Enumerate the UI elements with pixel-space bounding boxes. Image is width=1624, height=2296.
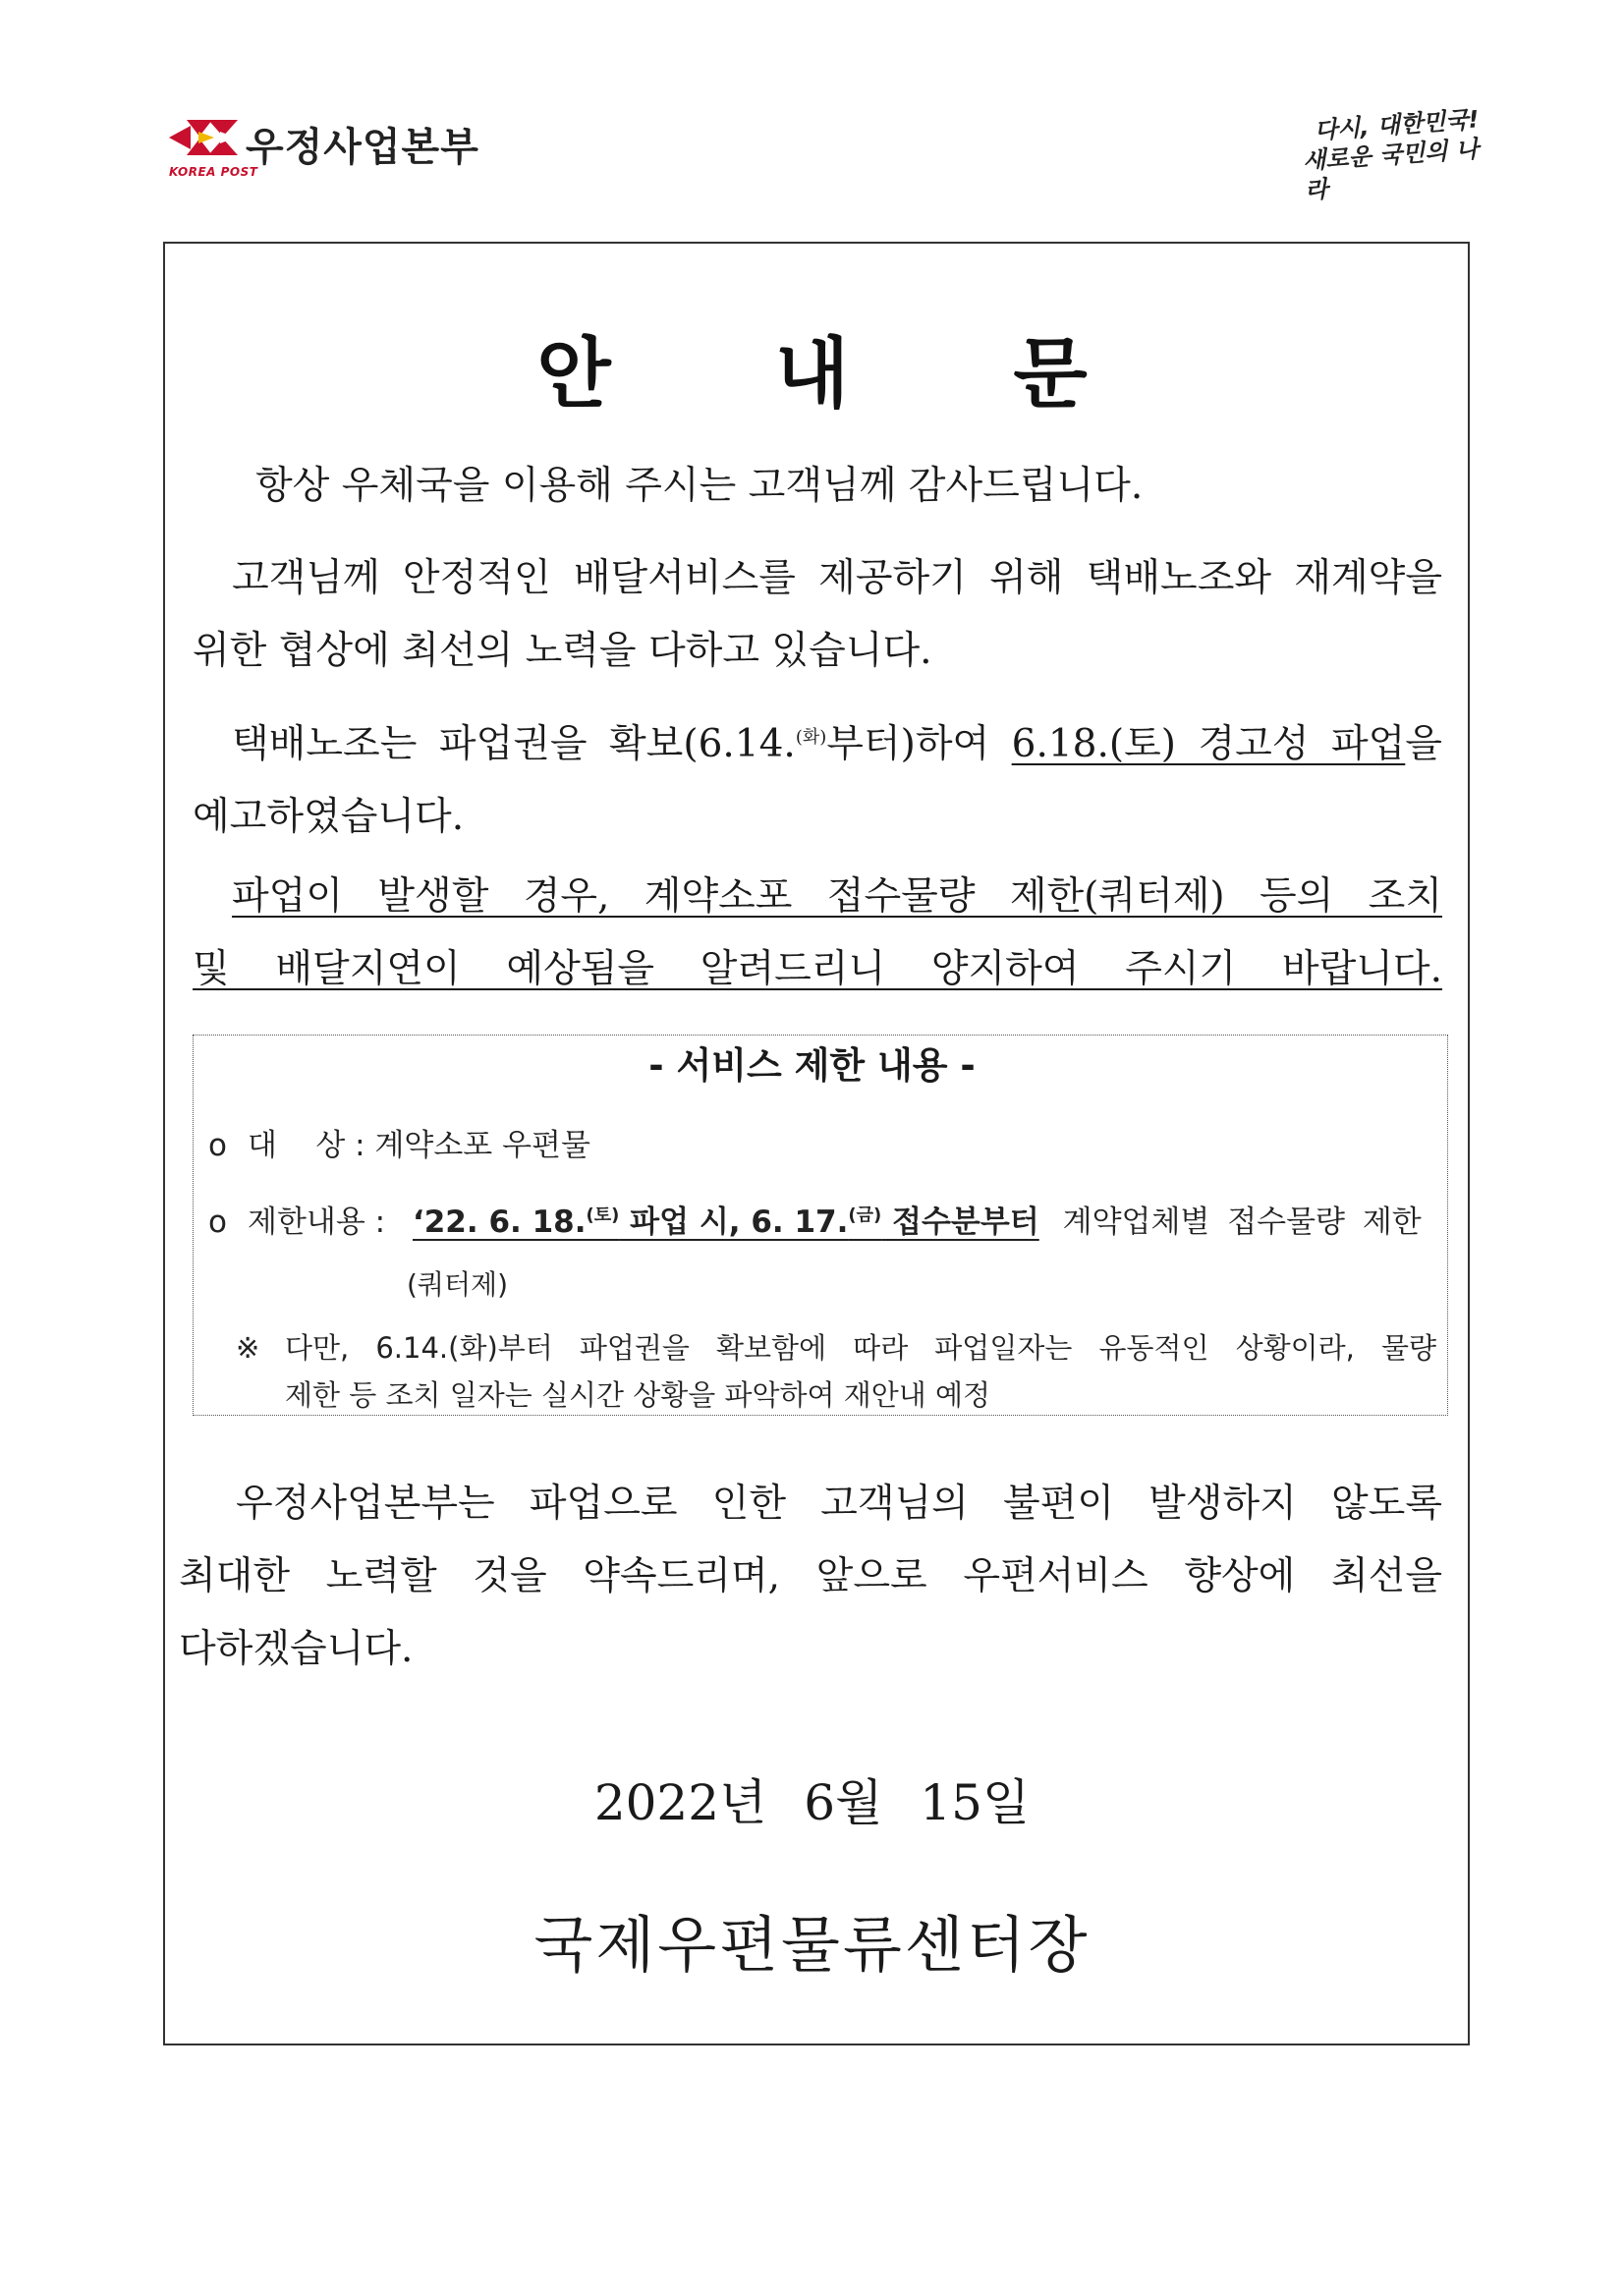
- negotiation-paragraph: [193, 542, 1442, 688]
- limit-row: o 제한내용 : ‘22. 6. 18.$^{(토)}$ 파업 시, 6. 17.$^{(금)}$ 접수분부터 계약업체별 접수물량 제한: [208, 1204, 1422, 1240]
- korea-post-logo: [169, 112, 479, 179]
- weekday-sup: (화): [795, 727, 827, 748]
- slogan: [1302, 104, 1486, 204]
- delay-warning-line-2: 및 배달지연이 예상됨을 알려드리니 양지하여 주시기 바랍니다.: [193, 947, 1442, 991]
- closing-line-2: 최대한 노력할 것을 약속드리며, 앞으로 우편서비스 향상에 최선을: [179, 1554, 1442, 1598]
- org-name: 우정사업본부: [246, 125, 479, 170]
- negotiation-line-2: 위한 협상에 최선의 노력을 다하고 있습니다.: [193, 629, 932, 673]
- korea-post-emblem-icon: [169, 112, 240, 167]
- limit-detail: 계약업체별 접수물량 제한: [1062, 1204, 1422, 1240]
- slogan-line-2: 새로운 국민의 나라: [1302, 135, 1480, 204]
- notice-title: 안 내 문: [536, 330, 1156, 419]
- strike-notice-paragraph: [193, 701, 1442, 854]
- service-limit-title: - 서비스 제한 내용 -: [648, 1044, 976, 1087]
- delay-warning-line-1: 파업이 발생할 경우, 계약소포 접수물량 제한(쿼터제) 등의 조치: [232, 874, 1442, 919]
- closing-paragraph: [179, 1468, 1442, 1686]
- greeting-paragraph: 항상 우체국을 이용해 주시는 고객님께 감사드립니다.: [255, 464, 1144, 508]
- target-label: 대 상 :: [248, 1128, 365, 1163]
- signature: 국제우편물류센터장: [533, 1909, 1091, 1981]
- strike-date-underlined: 6.18.(토) 경고성 파업: [1011, 722, 1406, 766]
- limit-row-line-2: (쿼터제): [407, 1268, 508, 1301]
- limit-label: 제한내용 :: [248, 1204, 386, 1240]
- note-mark: ※: [236, 1331, 260, 1365]
- org-sub-label: KOREA POST: [169, 165, 258, 179]
- negotiation-line-1: 고객님께 안정적인 배달서비스를 제공하기 위해 택배노조와 재계약을: [232, 556, 1442, 600]
- note-line-1: 다만, 6.14.(화)부터 파업권을 확보함에 따라 파업일자는 유동적인 상황이라, 물량: [285, 1331, 1436, 1365]
- strike-notice-line-1: 택배노조는 파업권을 확보(6.14.$^{(화)}$부터)하여 6.18.(토) 경고성 파업을: [232, 722, 1442, 766]
- limit-period: ‘22. 6. 18.$^{(토)}$ 파업 시, 6. 17.$^{(금)}$ 접수분부터: [412, 1204, 1039, 1240]
- notice-date: 2022년 6월 15일: [593, 1774, 1031, 1831]
- slogan-line-1: 다시, 대한민국!: [1314, 105, 1481, 144]
- note-line-2: 제한 등 조치 일자는 실시간 상황을 파악하여 재안내 예정: [285, 1378, 991, 1412]
- closing-line-1: 우정사업본부는 파업으로 인한 고객님의 불편이 발생하지 않도록: [236, 1482, 1442, 1526]
- closing-line-3: 다하겠습니다.: [179, 1627, 414, 1671]
- delay-warning-paragraph: [193, 861, 1442, 1006]
- target-value: 계약소포 우편물: [374, 1128, 590, 1163]
- strike-notice-line-2: 예고하였습니다.: [193, 795, 465, 839]
- target-row: o 대 상 : 계약소포 우편물: [208, 1128, 590, 1163]
